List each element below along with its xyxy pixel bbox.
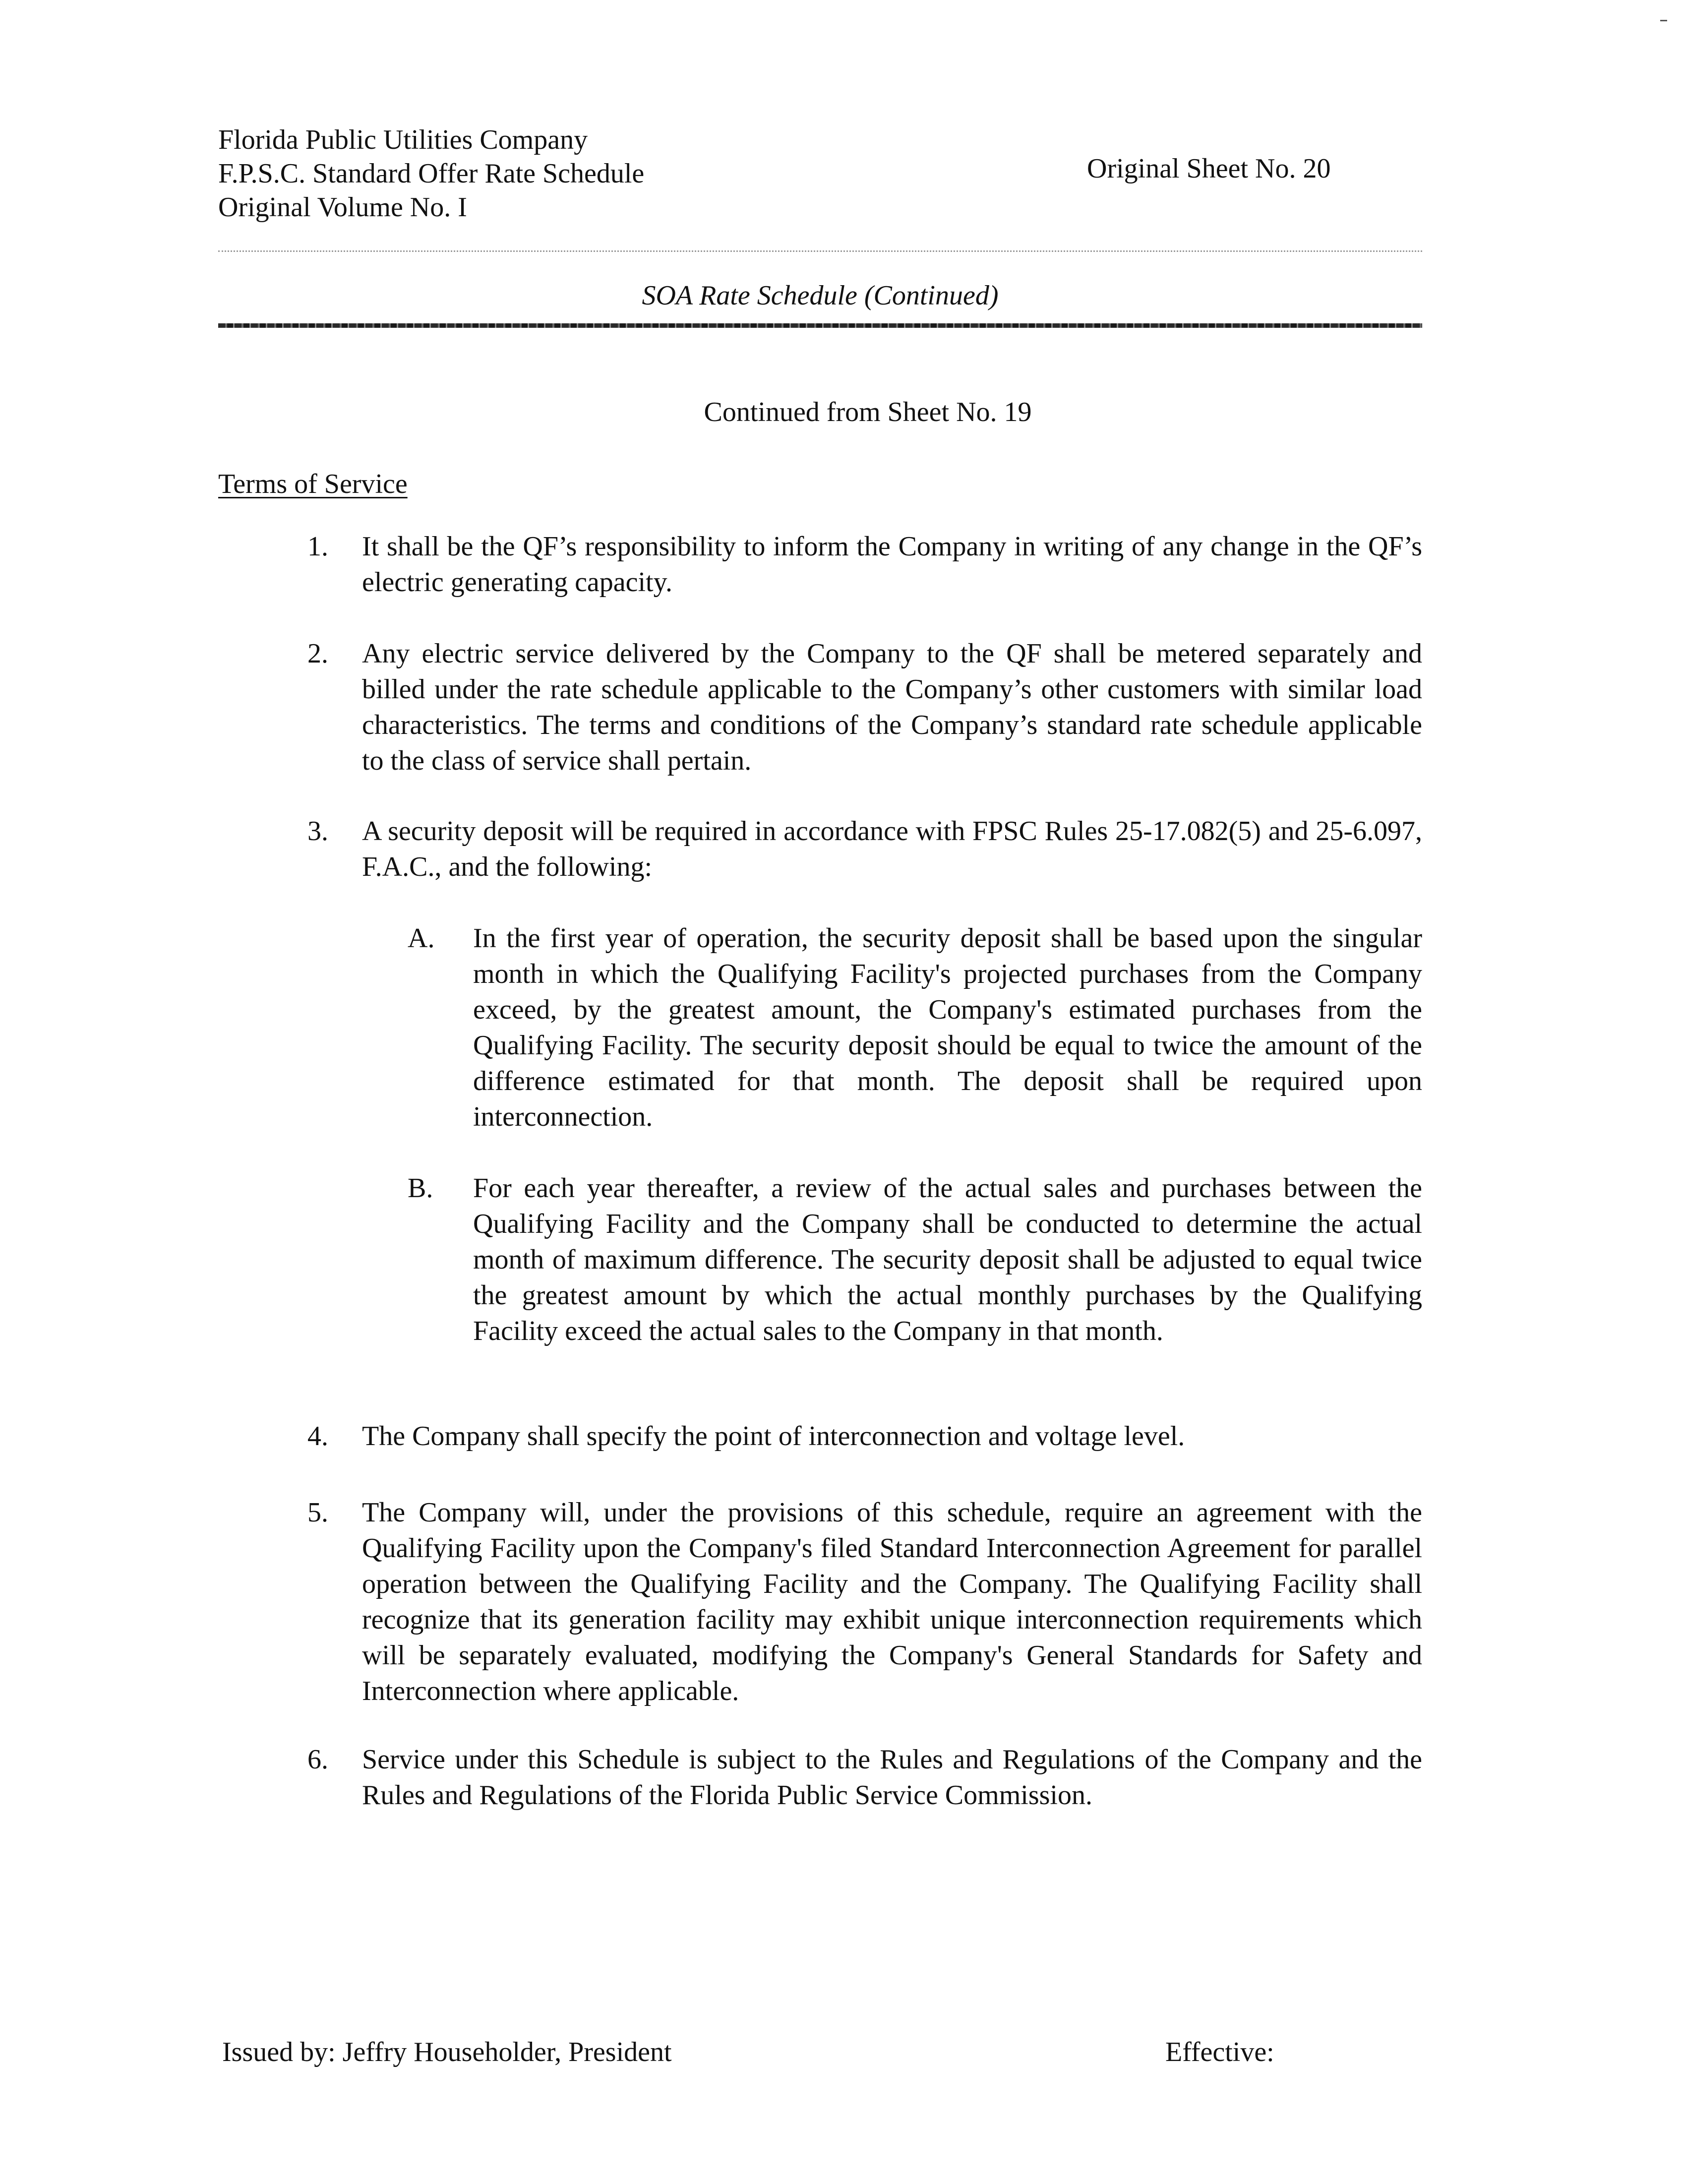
item-text: Service under this Schedule is subject to the Rules and Regulations of the Company and the Rules and Regulations of the Florida Public Service Commission. [362,1744,1422,1811]
item-text: The Company will, under the provisions of this schedule, require an agreement with the Qualifying Facility upon the Company's filed Standard Interconnection Agreement for parallel operation between the Qualifying Facility and the Company. The Qualifying Facility shall recognize that its generation facility may exhibit unique interconnection requirements which will be separately evaluated, modifying the Company's General Standards for Safety and Interconnection where applicable. [362,1497,1422,1706]
header-divider [218,250,1422,252]
effective-label: Effective: [1165,2037,1274,2067]
subitem-text: In the first year of operation, the security deposit shall be based upon the singular month in which the Qualifying Facility's projected purchases from the Company exceed, by the greatest amount, the Company's estimated purchases from the Qualifying Facility. The security deposit should be equal to twice the amount of the difference estimated for that month. The deposit shall be required upon interconnection. [473,923,1422,1132]
item-number: 3. [307,816,328,847]
list-item [307,813,1422,885]
sheet-number: Original Sheet No. 20 [1087,153,1331,184]
item-text: Any electric service delivered by the Company to the QF shall be metered separately and billed under the rate schedule applicable to the Company’s other customers with similar load characteristics. The terms and conditions of the Company’s standard rate schedule applicable to the class of service shall pertain. [362,638,1422,776]
item-text: A security deposit will be required in accordance with FPSC Rules 25-17.082(5) and 25-6.097, F.A.C., and the following: [362,816,1422,882]
list-item [307,1742,1422,1813]
company-name: Florida Public Utilities Company [218,124,588,155]
item-number: 2. [307,638,328,669]
item-number: 5. [307,1497,328,1528]
sub-list-item [408,920,1422,1135]
list-item [307,529,1422,600]
item-text: The Company shall specify the point of interconnection and voltage level. [362,1421,1185,1452]
issued-by: Issued by: Jeffry Householder, President [222,2037,672,2067]
continued-note: Continued from Sheet No. 19 [704,397,1032,427]
subitem-letter: A. [408,923,435,954]
list-item [307,1495,1422,1709]
volume-label: Original Volume No. I [218,192,467,223]
item-number: 4. [307,1421,328,1452]
subtitle-divider [218,323,1422,328]
scan-mark [1660,20,1667,21]
item-text: It shall be the QF’s responsibility to inform the Company in writing of any change in the QF’s electric generating capacity. [362,531,1422,598]
schedule-name: F.P.S.C. Standard Offer Rate Schedule [218,158,645,189]
schedule-subtitle: SOA Rate Schedule (Continued) [642,280,999,311]
item-number: 1. [307,531,328,562]
section-title: Terms of Service [218,469,408,499]
header-block [218,123,644,224]
list-item [307,636,1422,779]
subitem-text: For each year thereafter, a review of the actual sales and purchases between the Qualifying Facility and the Company shall be conducted to determine the actual month of maximum difference. The security deposit shall be adjusted to equal twice the greatest amount by which the actual monthly purchases by the Qualifying Facility exceed the actual sales to the Company in that month. [473,1173,1422,1346]
sub-list-item [408,1170,1422,1349]
subitem-letter: B. [408,1173,433,1204]
item-number: 6. [307,1744,328,1775]
list-item [307,1418,1422,1454]
